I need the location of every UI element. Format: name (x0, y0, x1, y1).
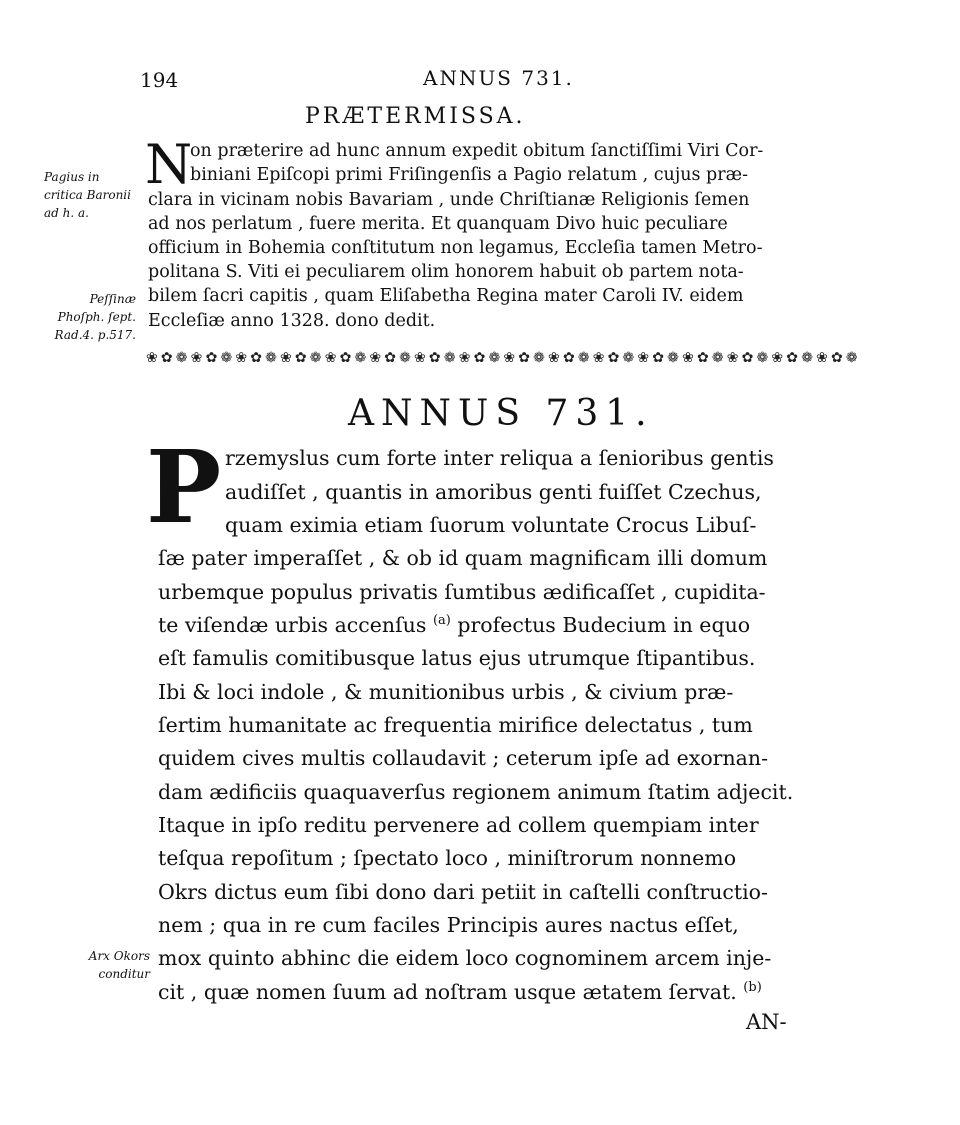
ornament-glyph: ✿ (294, 350, 307, 366)
main-line-11: dam ædificiis quaquaverſus regionem animum ſtatim adjecit. (158, 780, 794, 804)
ornament-glyph: ❀ (458, 350, 471, 366)
main-line-17-text: cit , quæ nomen ſuum ad noſtram usque ætatem ſervat. (158, 980, 737, 1004)
ornament-glyph: ✿ (384, 350, 396, 366)
margin-note-line: ad h. a. (44, 206, 89, 220)
ornament-glyph: ✿ (205, 350, 218, 366)
ornament-glyph: ✿ (160, 350, 173, 366)
ornament-glyph: ✿ (652, 350, 665, 366)
ornament-glyph: ✿ (339, 350, 352, 366)
ornament-glyph: ❁ (711, 350, 724, 366)
ornament-glyph: ❁ (175, 350, 188, 366)
main-line-4: ſæ pater imperaſſet , & ob id quam magnificam illi domum (158, 546, 768, 570)
ornament-glyph: ❀ (816, 350, 828, 366)
section-line-8: Eccleſiæ anno 1328. dono dedit. (148, 311, 436, 331)
catchword: AN- (746, 1010, 787, 1034)
ornament-glyph: ❁ (399, 350, 411, 366)
ornament-glyph: ✿ (786, 350, 799, 366)
ornament-glyph: ✿ (518, 350, 530, 366)
main-line-5: urbemque populus privatis ſumtibus ædificaſſet , cupidita- (158, 580, 766, 604)
margin-note-line: Rad.4. p.517. (54, 328, 136, 342)
ornament-glyph: ❁ (756, 350, 769, 366)
ornament-glyph: ❀ (637, 350, 650, 366)
ornament-glyph: ❁ (577, 350, 590, 366)
ornament-glyph: ✿ (250, 350, 262, 366)
main-line-1: rzemyslus cum forte inter reliqua a ſenioribus gentis (225, 446, 774, 470)
section-line-6: politana S. Viti ei peculiarem olim honorem habuit ob partem nota- (148, 262, 744, 282)
ornament-glyph: ✿ (607, 350, 620, 366)
ornament-glyph: ❀ (726, 350, 739, 366)
ornament-glyph: ✿ (696, 350, 709, 366)
main-line-12: Itaque in ipſo reditu pervenere ad collem quempiam inter (158, 813, 759, 837)
main-line-3: quam eximia etiam ſuorum voluntate Crocus Libuſ- (225, 513, 757, 537)
main-line-7: eſt famulis comitibusque latus ejus utrumque ſtipantibus. (158, 646, 756, 670)
main-line-16: mox quinto abhinc die eidem loco cognominem arcem inje- (158, 946, 772, 970)
section-line-2: biniani Epiſcopi primi Friſingenſis a Pagio relatum , cujus præ- (190, 165, 748, 185)
running-head: ANNUS 731. (423, 66, 574, 90)
margin-note-line: Pagius in (44, 170, 100, 184)
ornament-glyph: ❀ (771, 350, 784, 366)
ornament-glyph: ❀ (548, 350, 560, 366)
main-line-13: teſqua repoſitum ; ſpectato loco , miniſtrorum nonnemo (158, 846, 737, 870)
ornament-glyph: ❀ (682, 350, 694, 366)
ornament-glyph: ❁ (801, 350, 813, 366)
ornament-glyph: ✿ (741, 350, 754, 366)
ornament-glyph: ❀ (280, 350, 292, 366)
section-line-7: bilem ſacri capitis , quam Eliſabetha Regina mater Caroli IV. eidem (148, 286, 744, 306)
ornament-glyph: ❁ (265, 350, 277, 366)
main-dropcap: P (146, 428, 222, 546)
ornament-glyph: ❁ (845, 350, 858, 366)
section-line-1: on præterire ad hunc annum expedit obitum ſanctiſſimi Viri Cor- (190, 141, 764, 161)
section-dropcap: N (145, 133, 193, 196)
ornament-glyph: ✿ (473, 350, 486, 366)
main-line-17 (158, 980, 762, 1004)
ornament-glyph: ❁ (667, 350, 679, 366)
ornament-glyph: ✿ (428, 350, 441, 366)
main-line-6 (158, 613, 750, 637)
ornament-glyph: ❁ (533, 350, 545, 366)
main-line-14: Okrs dictus eum ſibi dono dari petiit in caſtelli conſtructio- (158, 880, 768, 904)
ornament-glyph: ❀ (414, 350, 426, 366)
main-line-9: ſertim humanitate ac frequentia mirifice delectatus , tum (158, 713, 753, 737)
ornament-glyph: ❀ (190, 350, 203, 366)
ornament-glyph: ❁ (354, 350, 367, 366)
ornament-glyph: ❀ (503, 350, 516, 366)
margin-note-line: conditur (98, 967, 150, 981)
ornament-glyph: ❀ (592, 350, 605, 366)
ornament-rule (146, 345, 858, 371)
main-line-6-start: te viſendæ urbis accenſus (158, 613, 427, 637)
footnote-marker-b: (b) (743, 980, 762, 995)
ornament-glyph: ❀ (235, 350, 248, 366)
margin-note-arx (50, 947, 150, 983)
ornament-glyph: ❁ (622, 350, 635, 366)
main-line-8: Ibi & loci indole , & munitionibus urbis , & civium præ- (158, 680, 734, 704)
ornament-glyph: ✿ (562, 350, 575, 366)
year-heading: ANNUS 731. (348, 393, 654, 434)
margin-note-pessina (36, 290, 136, 344)
footnote-marker-a: (a) (432, 613, 451, 628)
section-line-5: officium in Bohemia conſtitutum non legamus, Eccleſia tamen Metro- (148, 238, 763, 258)
ornament-glyph: ❁ (309, 350, 322, 366)
section-title: PRÆTERMISSA. (305, 104, 526, 129)
main-line-2: audiſſet , quantis in amoribus genti fuiſſet Czechus, (225, 480, 762, 504)
margin-note-line: critica Baronii (44, 188, 131, 202)
ornament-glyph: ✿ (830, 350, 843, 366)
ornament-glyph: ❁ (488, 350, 501, 366)
ornament-glyph: ❁ (443, 350, 456, 366)
main-line-15: nem ; qua in re cum faciles Principis aures nactus eſſet, (158, 913, 739, 937)
ornament-glyph: ❁ (220, 350, 233, 366)
margin-note-line: Peſſinæ (89, 292, 136, 306)
margin-note-pagius (44, 168, 131, 222)
margin-note-line: Arx Okors (88, 949, 150, 963)
ornament-glyph: ❀ (146, 350, 158, 366)
page-number: 194 (140, 68, 179, 92)
section-line-3: clara in vicinam nobis Bavariam , unde Chriſtianæ Religionis ſemen (148, 190, 750, 210)
margin-note-line: Phoſph. ſept. (57, 310, 136, 324)
main-line-6-end: profectus Budecium in equo (457, 613, 751, 637)
ornament-glyph: ❀ (369, 350, 382, 366)
ornament-glyph: ❀ (324, 350, 337, 366)
section-line-4: ad nos perlatum , fuere merita. Et quanquam Divo huic peculiare (148, 214, 728, 234)
main-line-10: quidem cives multis collaudavit ; ceterum ipſe ad exornan- (158, 746, 769, 770)
